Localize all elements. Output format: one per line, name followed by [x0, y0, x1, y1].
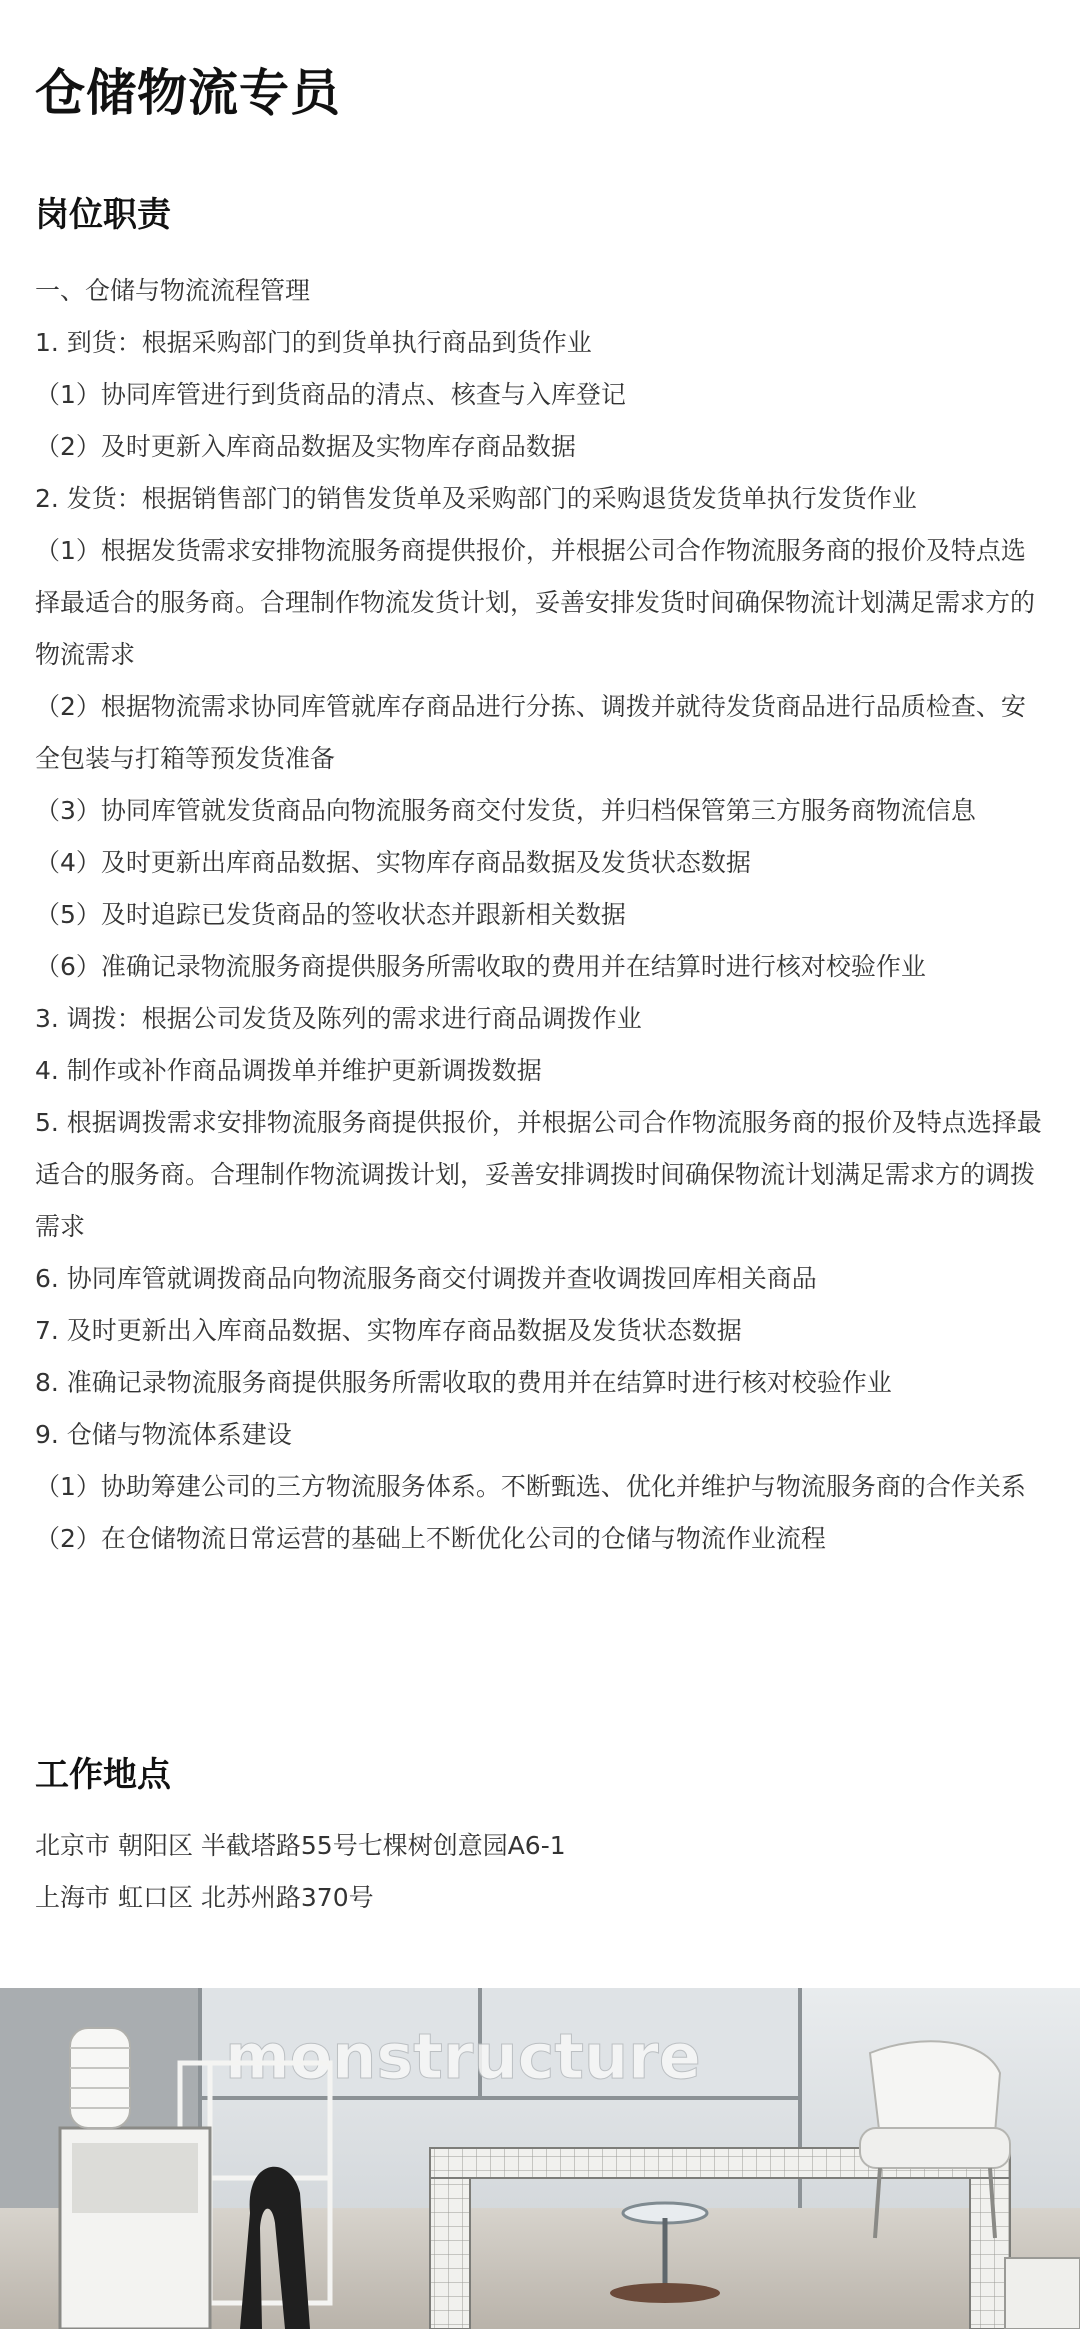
page-title: 仓储物流专员 [35, 64, 341, 122]
duty-line: 9. 仓储与物流体系建设 [35, 1420, 292, 1449]
location-address: 上海市 虹口区 北苏州路370号 [35, 1883, 374, 1912]
duty-line: 1. 到货：根据采购部门的到货单执行商品到货作业 [35, 328, 592, 357]
location-address: 北京市 朝阳区 半截塔路55号七棵树创意园A6-1 [35, 1831, 566, 1860]
duty-line: 8. 准确记录物流服务商提供服务所需收取的费用并在结算时进行核对校验作业 [35, 1368, 892, 1397]
duty-line: 一、仓储与物流流程管理 [35, 276, 311, 305]
duty-line: （3）协同库管就发货商品向物流服务商交付发货，并归档保管第三方服务商物流信息 [35, 796, 976, 825]
duty-line: 4. 制作或补作商品调拨单并维护更新调拨数据 [35, 1056, 542, 1085]
storefront-sign-text: monstructure [225, 2020, 701, 2093]
duty-line: （2）在仓储物流日常运营的基础上不断优化公司的仓储与物流作业流程 [35, 1524, 826, 1553]
duty-line: （6）准确记录物流服务商提供服务所需收取的费用并在结算时进行核对校验作业 [35, 952, 926, 981]
duties-heading: 岗位职责 [35, 195, 171, 235]
duty-line: 2. 发货：根据销售部门的销售发货单及采购部门的采购退货发货单执行发货作业 [35, 484, 917, 513]
duty-line: （4）及时更新出库商品数据、实物库存商品数据及发货状态数据 [35, 848, 751, 877]
duty-line: （1）根据发货需求安排物流服务商提供报价，并根据公司合作物流服务商的报价及特点选择最适合的服务商。合理制作物流发货计划，妥善安排发货时间确保物流计划满足需求方的物流需求 [35, 536, 1036, 669]
side-box [1005, 2258, 1080, 2329]
duty-line: 5. 根据调拨需求安排物流服务商提供报价，并根据公司合作物流服务商的报价及特点选择最适合的服务商。合理制作物流调拨计划，妥善安排调拨时间确保物流计划满足需求方的调拨需求 [35, 1108, 1042, 1241]
duty-line: 7. 及时更新出入库商品数据、实物库存商品数据及发货状态数据 [35, 1316, 742, 1345]
showroom-illustration [0, 1988, 1080, 2329]
duty-line: （2）及时更新入库商品数据及实物库存商品数据 [35, 432, 576, 461]
duty-line: （1）协助筹建公司的三方物流服务体系。不断甄选、优化并维护与物流服务商的合作关系 [35, 1472, 1026, 1501]
duties-list [35, 265, 1045, 1565]
duty-line: （2）根据物流需求协同库管就库存商品进行分拣、调拨并就待发货商品进行品质检查、安全包装与打箱等预发货准备 [35, 692, 1026, 773]
showroom-photo [0, 1988, 1080, 2329]
location-heading: 工作地点 [35, 1755, 171, 1795]
cabinet [60, 2128, 210, 2329]
duty-line: （5）及时追踪已发货商品的签收状态并跟新相关数据 [35, 900, 626, 929]
duty-line: （1）协同库管进行到货商品的清点、核查与入库登记 [35, 380, 626, 409]
location-list [35, 1820, 1045, 1924]
duty-line: 3. 调拨：根据公司发货及陈列的需求进行商品调拨作业 [35, 1004, 642, 1033]
duty-line: 6. 协同库管就调拨商品向物流服务商交付调拨并查收调拨回库相关商品 [35, 1264, 817, 1293]
vase [70, 2028, 130, 2128]
